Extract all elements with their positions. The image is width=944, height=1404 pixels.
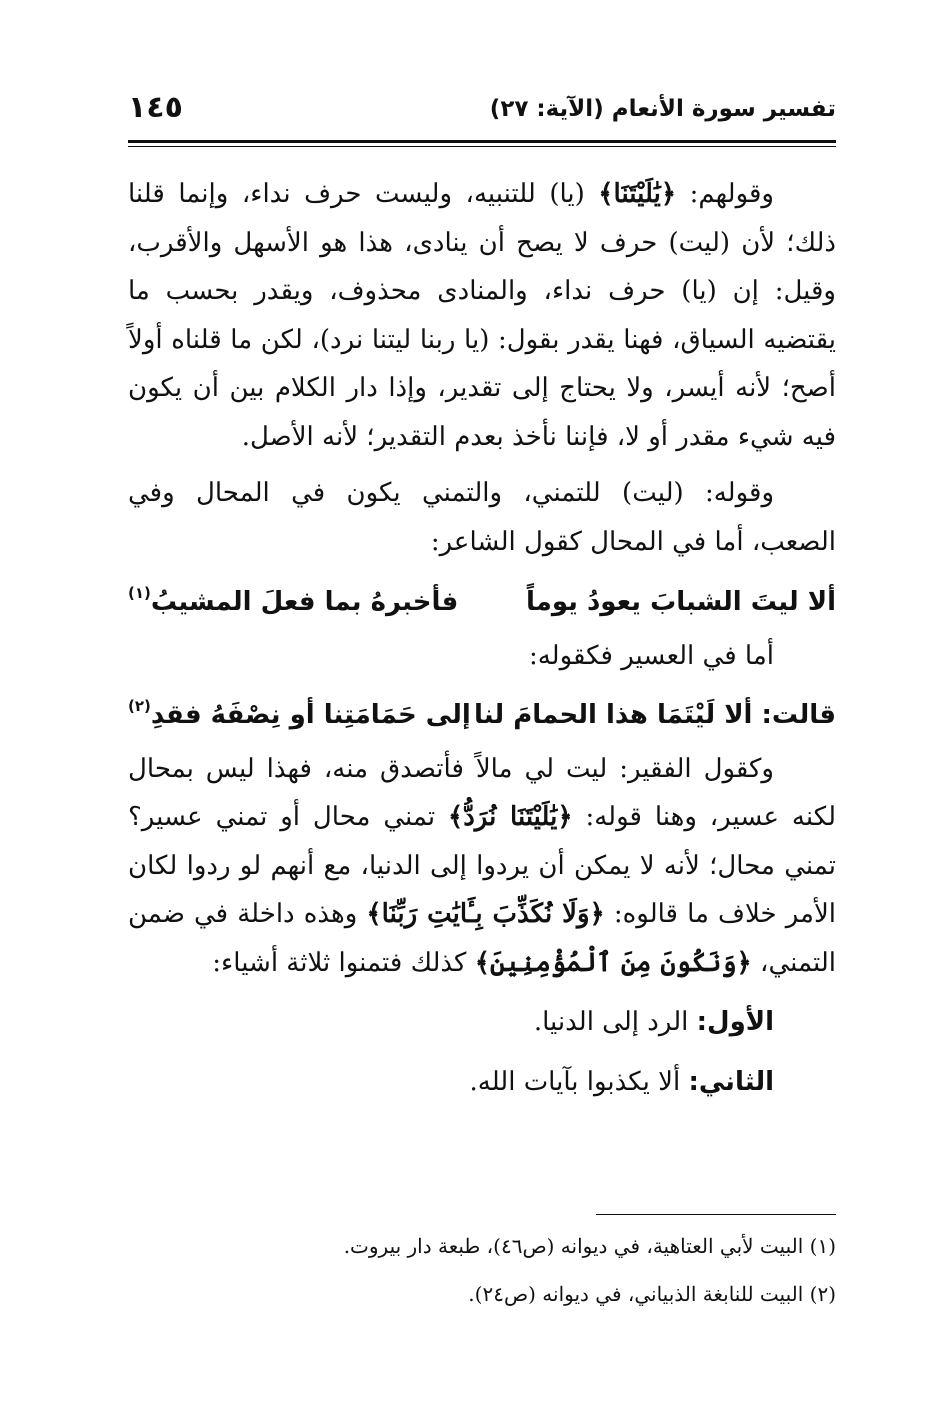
hemistich-text: فأخبرهُ بما فعلَ المشيبُ (150, 587, 459, 617)
paragraph-1 (128, 170, 836, 461)
paragraph-2: وقوله: (ليت) للتمني، والتمني يكون في المحال وفي الصعب، أما في المحال كقول الشاعر: (128, 478, 836, 557)
text-run: تمني محال أو تمني عسير؟ تمني محال؛ لأنه لا يمكن أن يردوا إلى الدنيا، مع أنهم لو ردوا لكان الأمر خلاف ما قالوه: (128, 802, 837, 929)
list-label: الأول: (696, 1007, 774, 1037)
running-header (128, 88, 836, 140)
verse-second-hemistich (128, 687, 471, 743)
verse-first-hemistich: قالت: ألا لَيْتَمَا هذا الحمامَ لنا (474, 699, 836, 730)
quran-quote: ﴿وَلَا نُكَذِّبَ بِـَٔايَٰتِ رَبِّنَا﴾ (366, 899, 605, 929)
text-run: وكقول الفقير: ليت لي مالاً فأتصدق منه، فهذا ليس بمحال لكنه عسير، وهنا قوله: (128, 753, 836, 832)
quran-quote: ﴿يَٰلَيْتَنَا نُرَدُّ﴾ (447, 802, 573, 832)
header-rule (128, 140, 836, 143)
intro-line: أما في العسير فكقوله: (528, 641, 774, 671)
text-run: كذلك فتمنوا ثلاثة أشياء: (212, 947, 475, 978)
text-run: وهذه داخلة في ضمن التمني، (128, 899, 836, 978)
verse-first-hemistich: ألا ليتَ الشبابَ يعودُ يوماً (525, 587, 836, 617)
footnote-marker: (١) (128, 584, 151, 602)
footnote-1: (١) البيت لأبي العتاهية، في ديوانه (ص٤٦)، طبعة دار بيروت. (343, 1234, 836, 1258)
poetry-verse-1 (128, 574, 836, 630)
main-text (128, 170, 836, 1107)
list-item-first (128, 997, 836, 1047)
page-number: ١٤٥ (128, 90, 183, 125)
list-item-second (128, 1057, 836, 1107)
text-run: وقولهم: (676, 179, 774, 209)
footnotes (128, 1222, 836, 1318)
list-label: الثاني: (688, 1067, 774, 1097)
hemistich-text: إلى حَمَامَتِنا أو نِصْفَهُ فقدِ (150, 699, 471, 730)
list-text: ألا يكذبوا بآيات الله. (469, 1067, 689, 1097)
quran-quote: ﴿يَٰلَيْتَنَا﴾ (598, 179, 677, 209)
verse-second-hemistich (128, 574, 458, 630)
header-rule-thin (128, 146, 836, 147)
list-text: الرد إلى الدنيا. (533, 1007, 697, 1037)
footnote-2: (٢) البيت للنابغة الذبياني، في ديوانه (ص٢٤). (468, 1282, 836, 1306)
footnote-marker: (٢) (128, 696, 151, 715)
text-run: (يا) للتنبيه، وليست حرف نداء، وإنما قلنا ذلك؛ لأن (ليت) حرف لا يصح أن ينادى، هذا هو الأسهل والأقرب، وقيل: إن (يا) حرف نداء، والمنادى محذوف، ويقدر بحسب ما يقتضيه السياق، فهنا يقدر بقول: (يا ربنا ليتنا نرد)، لكن ما قلناه أولاً أصح؛ لأنه أيسر، ولا يحتاج إلى تقدير، وإذا دار الكلام بين أن يكون فيه شيء مقدر أو لا، فإننا نأخذ بعدم التقدير؛ لأنه الأصل. (128, 179, 836, 452)
quran-quote: ﴿وَنَكُونَ مِنَ ٱلْمُؤْمِنِينَ﴾ (474, 947, 752, 978)
poetry-verse-2 (128, 687, 836, 743)
footnote-rule (596, 1214, 836, 1215)
header-title: تفسير سورة الأنعام (الآية: ٢٧) (489, 96, 836, 122)
paragraph-3 (128, 745, 836, 988)
